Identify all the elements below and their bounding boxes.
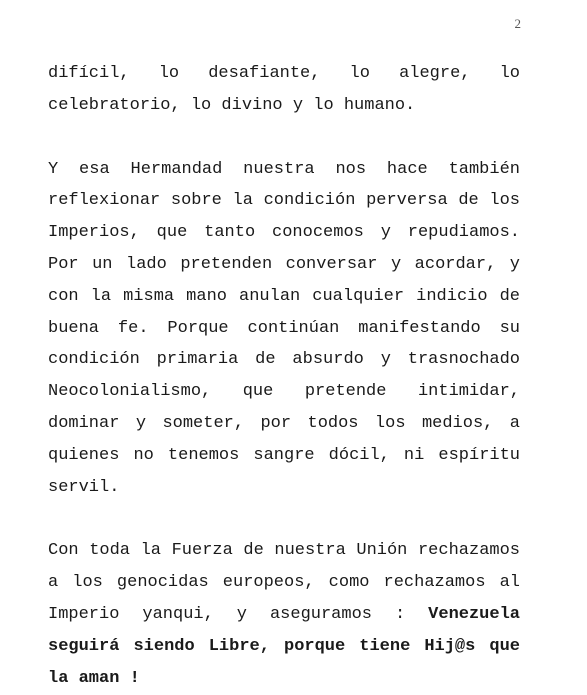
document-body [48, 58, 520, 694]
paragraph-3-text: Con toda la Fuerza de nuestra Unión rechazamos a los genocidas europeos, como rechazamos al Imperio yanqui, y aseguramos : [48, 541, 520, 624]
paragraph-3 [48, 535, 520, 694]
paragraph-2: Y esa Hermandad nuestra nos hace también reflexionar sobre la condición perversa de los Imperios, que tanto conocemos y repudiamos. Por un lado pretenden conversar y acordar, y con la misma mano anulan cualquier indicio de buena fe. Porque continúan manifestando su condición primaria de absurdo y trasnochado Neocolonialismo, que pretende intimidar, dominar y someter, por todos los medios, a quienes no tenemos sangre dócil, ni espíritu servil. [48, 159, 520, 497]
page-number: 2 [514, 16, 521, 31]
paragraph-3-bold-text: Venezuela seguirá siendo Libre, porque tiene Hij@s que la aman ! [48, 604, 520, 688]
paragraph-1: difícil, lo desafiante, lo alegre, lo celebratorio, lo divino y lo humano. [48, 64, 520, 115]
